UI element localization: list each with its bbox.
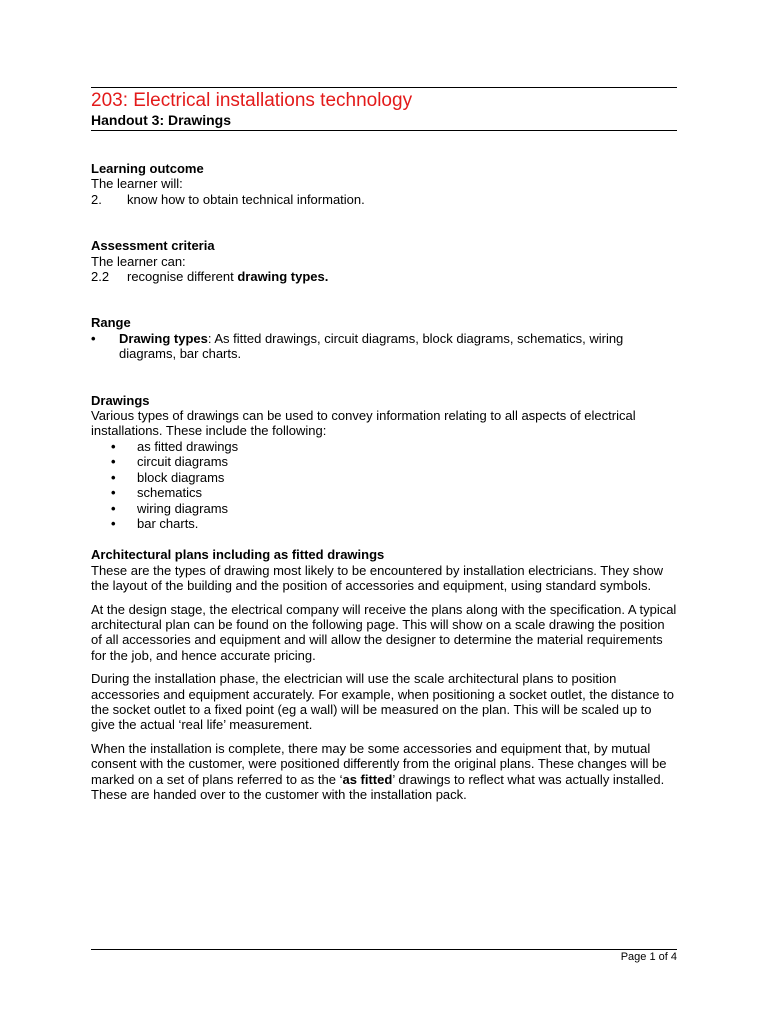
drawings-list [111,439,677,531]
assessment-number: 2.2 [91,269,110,285]
range-bullet-body: : As fitted drawings, circuit diagrams, block diagrams, schematics, wiring diagrams, bar charts. [119,330,624,362]
range-heading: Range [91,315,131,331]
range-bullet-item [91,331,677,362]
learning-outcome-text: know how to obtain technical information. [127,191,365,207]
assessment-text [127,269,328,284]
architectural-para-4: When the installation is complete, there may be some accessories and equipment that, by mutual consent with the customer, were positioned differently from the original plans. These changes will be marked on a set of plans referred to as the ‘as fitted’ drawings to reflect what was actually installed. These are handed over to the customer with the installation pack. [91,740,667,802]
document-subtitle: Handout 3: Drawings [91,112,232,128]
list-item: • block diagrams [111,469,225,485]
as-fitted-bold: as fitted [342,771,393,787]
architectural-heading: Architectural plans including as fitted drawings [91,547,385,563]
range-bullet-text [119,331,677,362]
learning-outcome-intro: The learner will: [91,176,183,192]
footer-rule [91,949,677,950]
list-item: • wiring diagrams [111,500,229,516]
list-item: • bar charts. [111,515,199,531]
bullet-icon: • [111,485,116,501]
bullet-icon: • [111,438,116,454]
range-bullet-label: Drawing types [119,330,208,346]
bullet-icon: • [91,330,96,346]
assessment-intro: The learner can: [91,253,186,269]
learning-outcome-heading: Learning outcome [91,161,204,176]
list-item: • schematics [111,485,203,501]
assessment-text-plain: recognise different [127,269,238,285]
architectural-para-2: At the design stage, the electrical company will receive the plans along with the specification. A typical architectural plan can be found on the following page. This will show on a scale drawing the position of all accessories and equipment and will allow the designer to determine the material requirements for the job, and hence accurate pricing. [91,601,677,663]
architectural-para-3: During the installation phase, the electrician will use the scale architectural plans to position accessories and equipment accurately. For example, when positioning a socket outlet, the distance to the socket outlet to a fixed point (eg a wall) will be measured on the plan. This will be scaled up to give the actual ‘real life’ measurement. [91,671,674,733]
document-title: 203: Electrical installations technology [91,90,413,111]
bullet-icon: • [111,454,116,470]
learning-outcome-item [91,192,677,207]
learning-outcome-number: 2. [91,191,102,207]
assessment-text-bold: drawing types. [237,269,329,285]
assessment-heading: Assessment criteria [91,238,215,254]
list-item: • as fitted drawings [111,438,239,454]
bullet-icon: • [111,469,116,485]
document-body [91,161,677,802]
drawings-heading: Drawings [91,392,150,408]
bullet-icon: • [111,500,116,516]
header-top-rule [91,87,677,88]
list-item: • circuit diagrams [111,454,229,470]
architectural-para-1: These are the types of drawing most likely to be encountered by installation electricians. They show the layout of the building and the position of accessories and equipment, using standard symbols. [91,562,664,594]
page-number: Page 1 of 4 [620,951,677,963]
drawings-intro: Various types of drawings can be used to convey information relating to all aspects of electrical installations. These include the following: [91,408,636,439]
bullet-icon: • [111,515,116,531]
header-bottom-rule [91,130,677,131]
assessment-item [91,269,677,284]
